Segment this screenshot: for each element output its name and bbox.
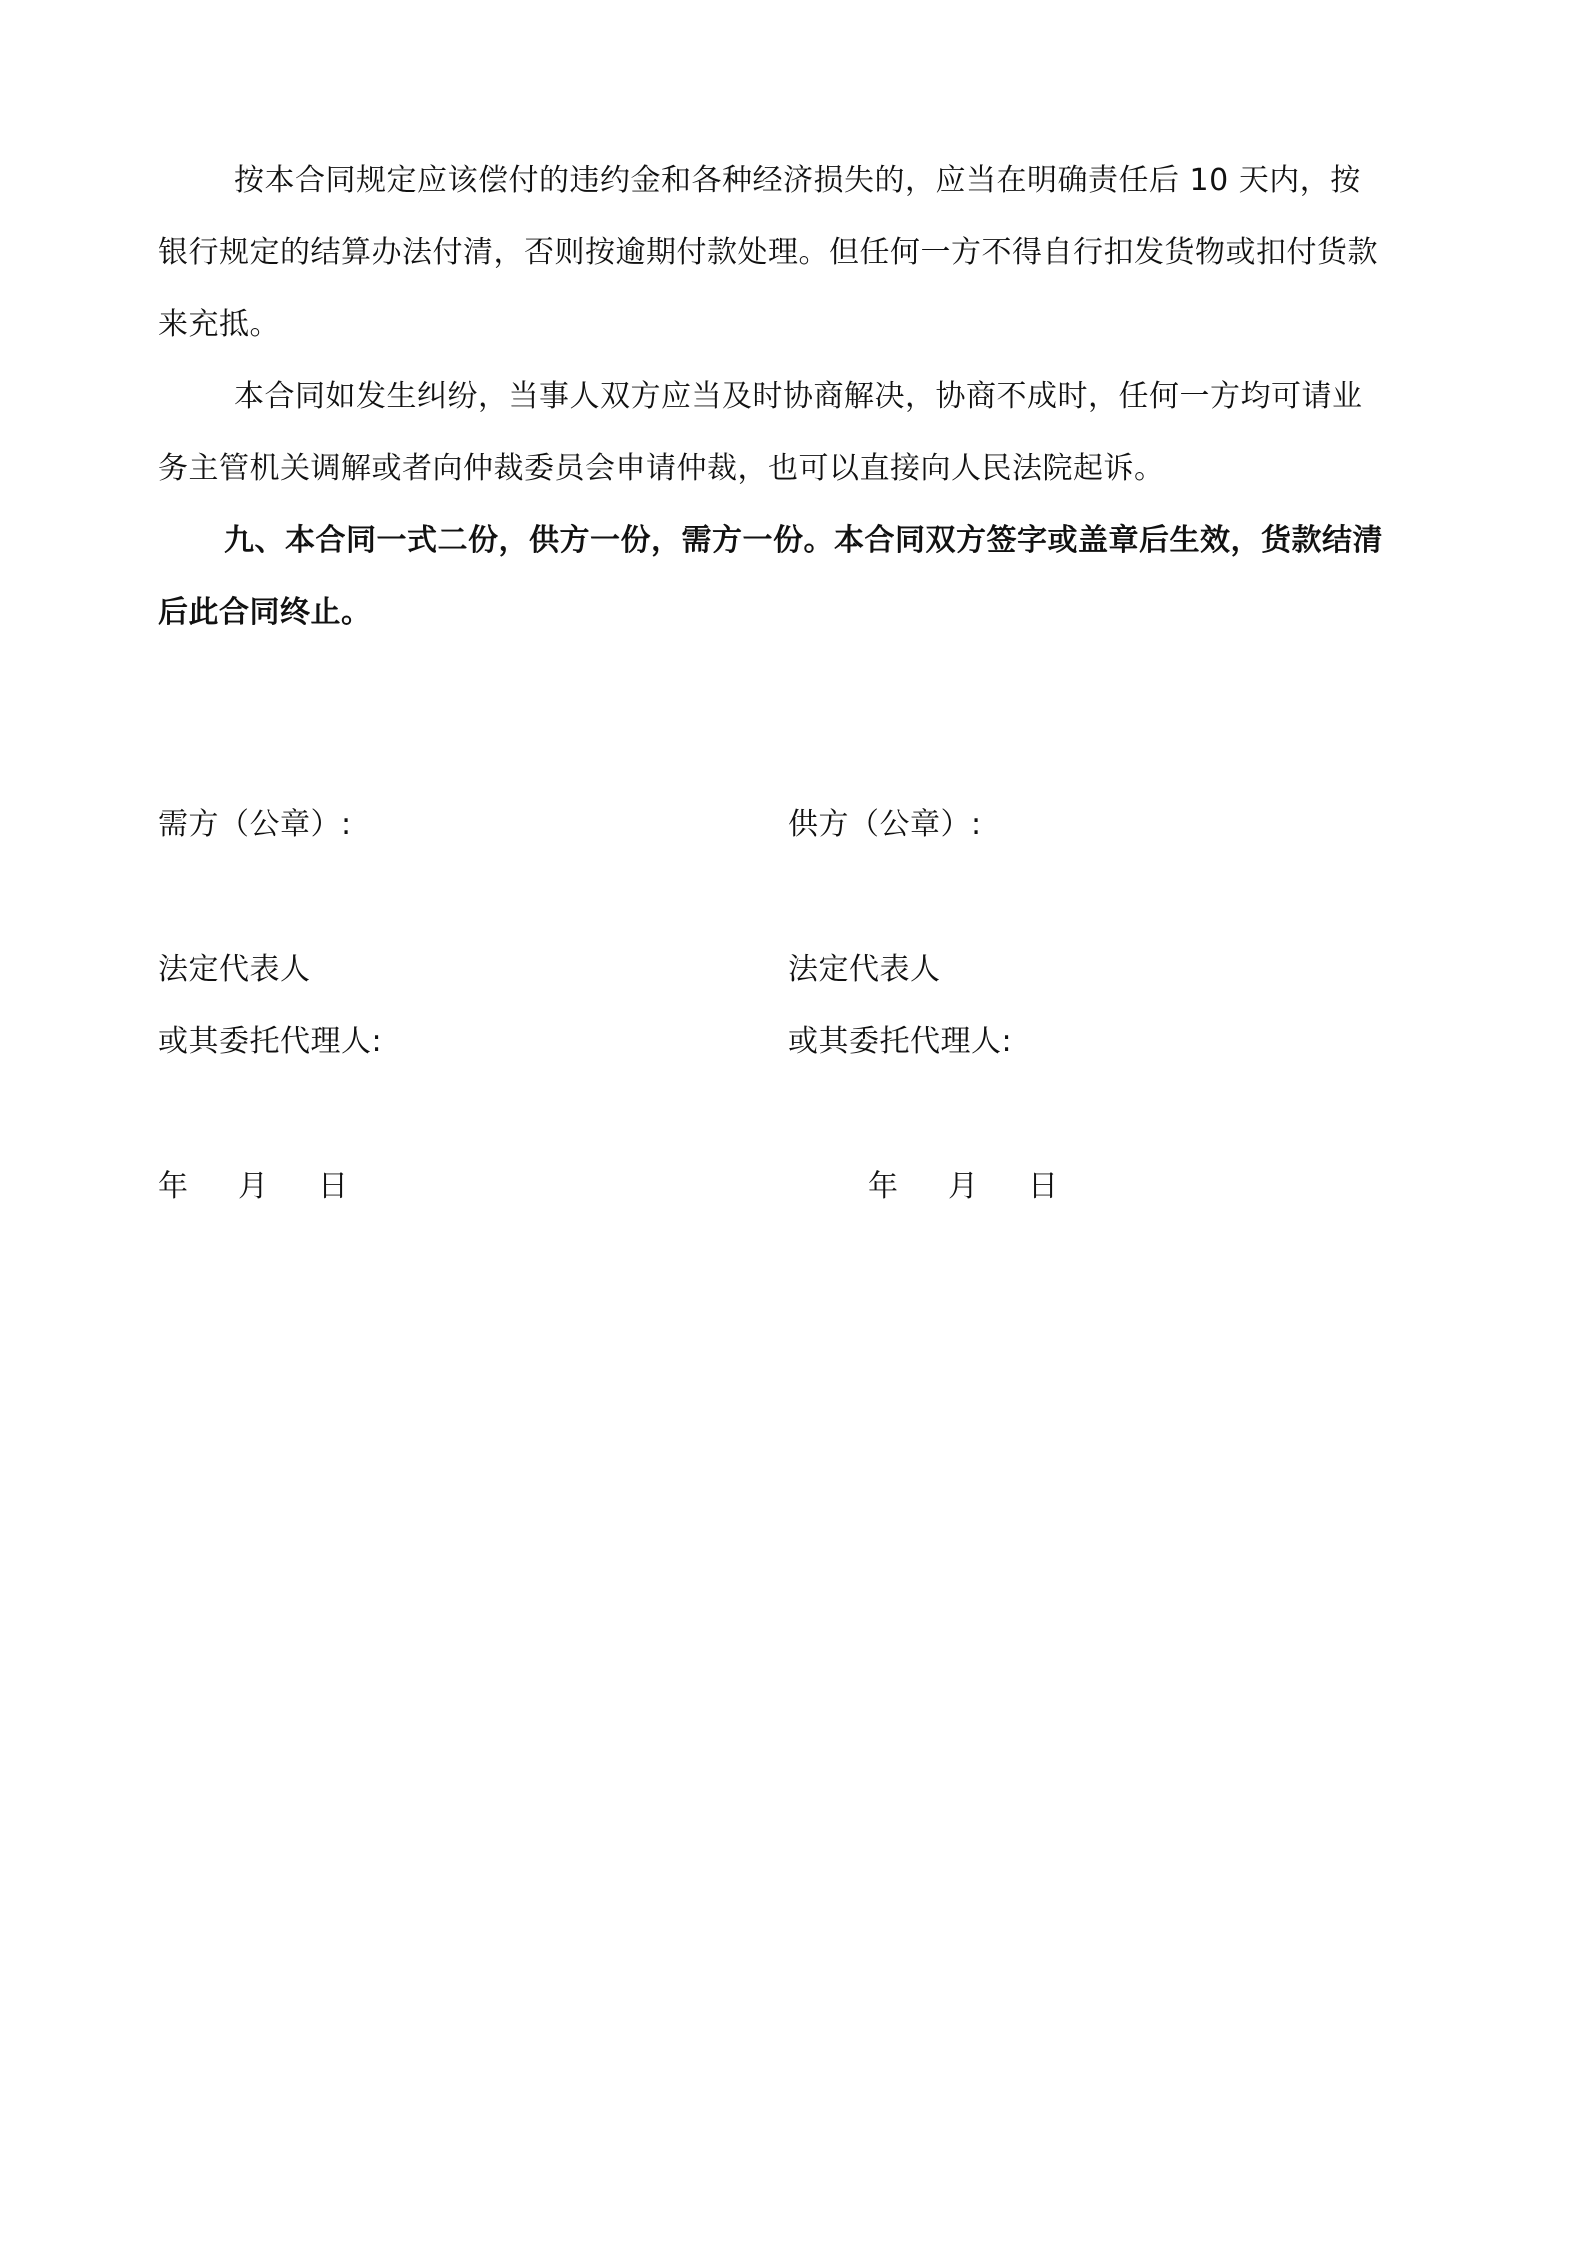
seller-legal-representative-label: 法定代表人: [788, 952, 941, 987]
buyer-legal-representative-label: 法定代表人: [158, 952, 311, 987]
seller-date-month: 月: [948, 1169, 978, 1204]
buyer-seal-label: 需方（公章）:: [158, 807, 352, 842]
buyer-date-month: 月: [238, 1169, 268, 1204]
buyer-agent-label: 或其委托代理人:: [158, 1024, 383, 1059]
buyer-date-day: 日: [318, 1169, 348, 1204]
seller-date-year: 年: [868, 1169, 898, 1204]
seller-date-day: 日: [1028, 1169, 1058, 1204]
contract-body: [158, 145, 1388, 649]
seller-agent-label: 或其委托代理人:: [788, 1024, 1013, 1059]
seller-seal-label: 供方（公章）:: [788, 807, 982, 842]
contract-copies-clause: 九、本合同一式二份，供方一份，需方一份。本合同双方签字或盖章后生效，货款结清后此合同终止。: [158, 523, 1383, 630]
dispute-resolution-paragraph: 本合同如发生纠纷，当事人双方应当及时协商解决，协商不成时，任何一方均可请业务主管机关调解或者向仲裁委员会申请仲裁，也可以直接向人民法院起诉。: [158, 379, 1363, 486]
buyer-date-year: 年: [158, 1169, 188, 1204]
penalty-payment-paragraph: 按本合同规定应该偿付的违约金和各种经济损失的，应当在明确责任后 10 天内，按银行规定的结算办法付清，否则按逾期付款处理。但任何一方不得自行扣发货物或扣付货款来充抵。: [158, 163, 1378, 342]
